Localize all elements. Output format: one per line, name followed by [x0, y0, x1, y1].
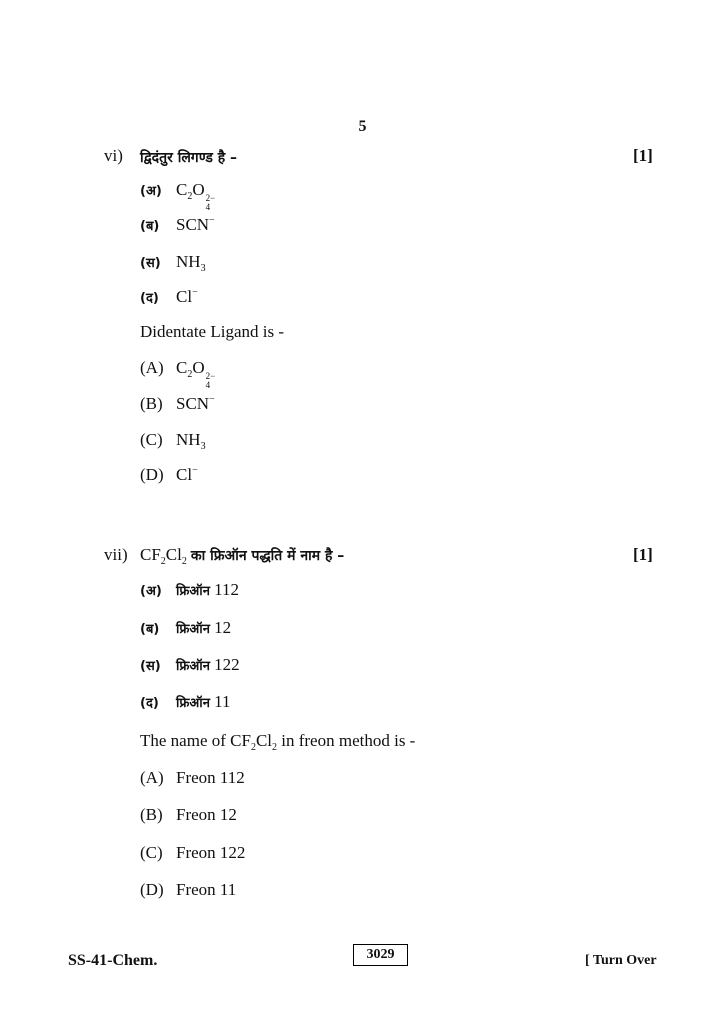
option-label: (अ) [140, 584, 162, 599]
option-label: (ब) [140, 622, 160, 637]
q7-english-option-d [140, 880, 236, 900]
option-value: 11 [214, 692, 231, 711]
q7-hindi-option-a [140, 580, 239, 600]
option-formula: Cl− [176, 287, 198, 306]
option-text: Freon 12 [176, 805, 237, 824]
page-code-box: 3029 [353, 944, 408, 966]
question-7-hindi [140, 545, 344, 565]
question-6-english: Didentate Ligand is - [140, 322, 284, 341]
option-formula: $C_2O$ 2− 4 [176, 358, 216, 390]
option-label: (द) [140, 696, 159, 711]
q7-hindi-option-c [140, 655, 240, 675]
question-7-number: vii) [104, 545, 128, 564]
option-label: (C) [140, 843, 163, 862]
option-word: फ्रिऑन [176, 622, 210, 637]
option-label: (स) [140, 256, 161, 271]
option-label: (B) [140, 394, 163, 413]
question-7-formula: $CF_2Cl_2$ [140, 545, 187, 567]
q7-english-option-c [140, 843, 245, 863]
option-label: (ब) [140, 219, 160, 234]
option-label: (B) [140, 805, 163, 824]
option-label: (A) [140, 768, 164, 787]
page-number: 5 [358, 118, 367, 135]
q7-english-option-a [140, 768, 245, 788]
option-label: (D) [140, 465, 164, 484]
option-label: (D) [140, 880, 164, 899]
q6-english-option-a [140, 358, 215, 390]
question-7-marks: [1] [633, 545, 653, 564]
q6-english-option-d [140, 465, 198, 485]
q6-hindi-option-b [140, 215, 215, 235]
option-value: 112 [214, 580, 240, 599]
option-text: Freon 112 [176, 768, 245, 787]
question-6-number: vi) [104, 146, 123, 165]
paper-code: SS-41-Chem. [68, 952, 158, 969]
option-word: फ्रिऑन [176, 696, 210, 711]
option-value: 122 [214, 655, 240, 674]
option-formula: $C_2O$ 2− 4 [176, 180, 216, 212]
option-formula: Cl− [176, 465, 198, 484]
q6-hindi-option-d [140, 287, 198, 307]
q6-hindi-option-c [140, 252, 206, 272]
question-6-hindi: द्विदंतुर लिगण्ड है – [140, 150, 238, 166]
option-label: (द) [140, 291, 159, 306]
question-7-hindi-text: का फ्रिऑन पद्धति में नाम है – [190, 548, 345, 564]
option-formula: $NH_3$ [176, 252, 206, 274]
q7-hindi-option-b [140, 618, 231, 638]
option-label: (स) [140, 659, 161, 674]
q7-hindi-option-d [140, 692, 231, 712]
q6-english-option-b [140, 394, 215, 414]
question-7-english: The name of $CF_2Cl_2$ in freon method is - [140, 731, 416, 753]
option-value: 12 [214, 618, 232, 637]
option-formula: $NH_3$ [176, 430, 206, 452]
option-label: (अ) [140, 184, 162, 199]
option-text: Freon 11 [176, 880, 237, 899]
turn-over-label: [ Turn Over [585, 953, 657, 968]
option-word: फ्रिऑन [176, 659, 210, 674]
option-label: (A) [140, 358, 164, 377]
question-7-english-suffix: in freon method is - [281, 731, 416, 750]
option-formula: SCN− [176, 394, 215, 413]
q6-hindi-option-a [140, 180, 215, 212]
q7-english-option-b [140, 805, 237, 825]
option-word: फ्रिऑन [176, 584, 210, 599]
option-text: Freon 122 [176, 843, 246, 862]
question-7-english-prefix: The name of [140, 731, 226, 750]
option-label: (C) [140, 430, 163, 449]
question-6-marks: [1] [633, 146, 653, 165]
option-formula: SCN− [176, 215, 215, 234]
q6-english-option-c [140, 430, 206, 450]
